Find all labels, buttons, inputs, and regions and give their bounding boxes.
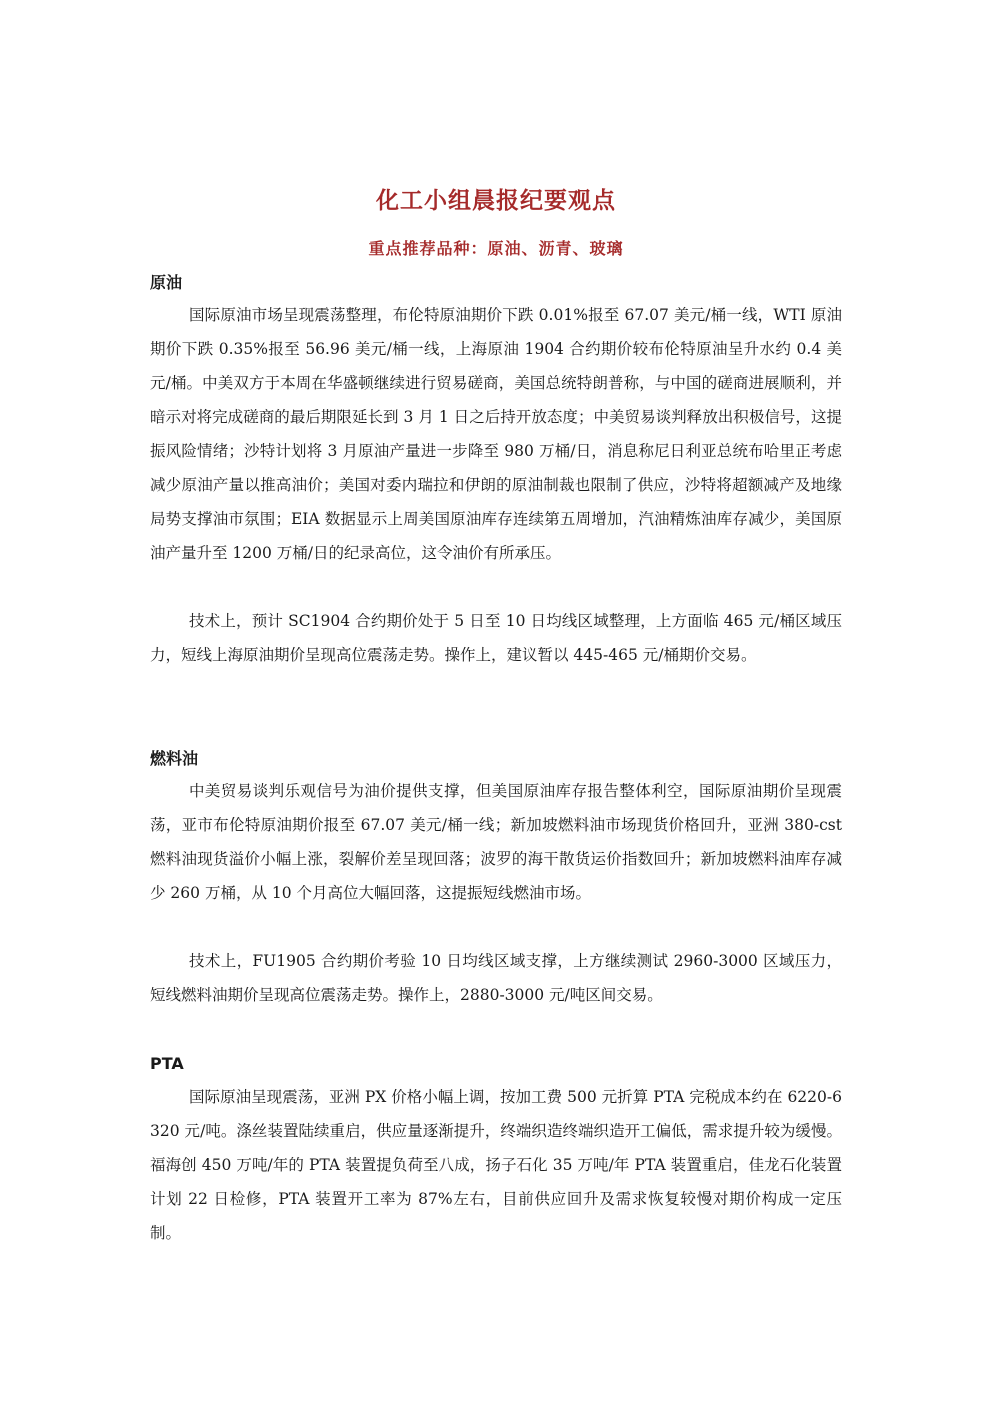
section-heading-pta: PTA [150, 1054, 184, 1073]
paragraph-crude-oil-technical: 技术上，预计 SC1904 合约期价处于 5 日至 10 日均线区域整理，上方面临 465 元/桶区域压力，短线上海原油期价呈现高位震荡走势。操作上，建议暂以 445-465 元/桶期价交易。 [150, 612, 842, 664]
paragraph-fuel-oil-technical: 技术上，FU1905 合约期价考验 10 日均线区域支撑，上方继续测试 2960-3000 区域压力，短线燃料油期价呈现高位震荡走势。操作上，2880-3000 元/吨区间交易。 [150, 952, 842, 1004]
document-subtitle: 重点推荐品种：原油、沥青、玻璃 [368, 239, 624, 258]
section-heading-crude-oil: 原油 [150, 273, 183, 292]
paragraph-pta-market: 国际原油呈现震荡，亚洲 PX 价格小幅上调，按加工费 500 元折算 PTA 完税成本约在 6220-6320 元/吨。涤丝装置陆续重启，供应量逐渐提升，终端织造终端织造开工偏低，需求提升较为缓慢。福海创 450 万吨/年的 PTA 装置提负荷至八成，扬子石化 35 万吨/年 PTA 装置重启，佳龙石化装置计划 22 日检修，PTA 装置开工率为 87%左右，目前供应回升及需求恢复较慢对期价构成一定压制。 [150, 1088, 842, 1242]
section-heading-fuel-oil: 燃料油 [150, 749, 199, 768]
paragraph-fuel-oil-market: 中美贸易谈判乐观信号为油价提供支撑，但美国原油库存报告整体利空，国际原油期价呈现震荡，亚市布伦特原油期价报至 67.07 美元/桶一线；新加坡燃料油市场现货价格回升，亚洲 380-cst 燃料油现货溢价小幅上涨，裂解价差呈现回落；波罗的海干散货运价指数回升；新加坡燃料油库存减少 260 万桶，从 10 个月高位大幅回落，这提振短线燃油市场。 [150, 782, 842, 902]
paragraph-crude-oil-market: 国际原油市场呈现震荡整理，布伦特原油期价下跌 0.01%报至 67.07 美元/桶一线，WTI 原油期价下跌 0.35%报至 56.96 美元/桶一线，上海原油 1904 合约期价较布伦特原油呈升水约 0.4 美元/桶。中美双方于本周在华盛顿继续进行贸易磋商，美国总统特朗普称，与中国的磋商进展顺利，并暗示对将完成磋商的最后期限延长到 3 月 1 日之后持开放态度；中美贸易谈判释放出积极信号，这提振风险情绪；沙特计划将 3 月原油产量进一步降至 980 万桶/日，消息称尼日利亚总统布哈里正考虑减少原油产量以推高油价；美国对委内瑞拉和伊朗的原油制裁也限制了供应，沙特将超额减产及地缘局势支撑油市氛围；EIA 数据显示上周美国原油库存连续第五周增加，汽油精炼油库存减少，美国原油产量升至 1200 万桶/日的纪录高位，这令油价有所承压。 [150, 306, 842, 562]
document-title: 化工小组晨报纪要观点 [376, 188, 616, 214]
